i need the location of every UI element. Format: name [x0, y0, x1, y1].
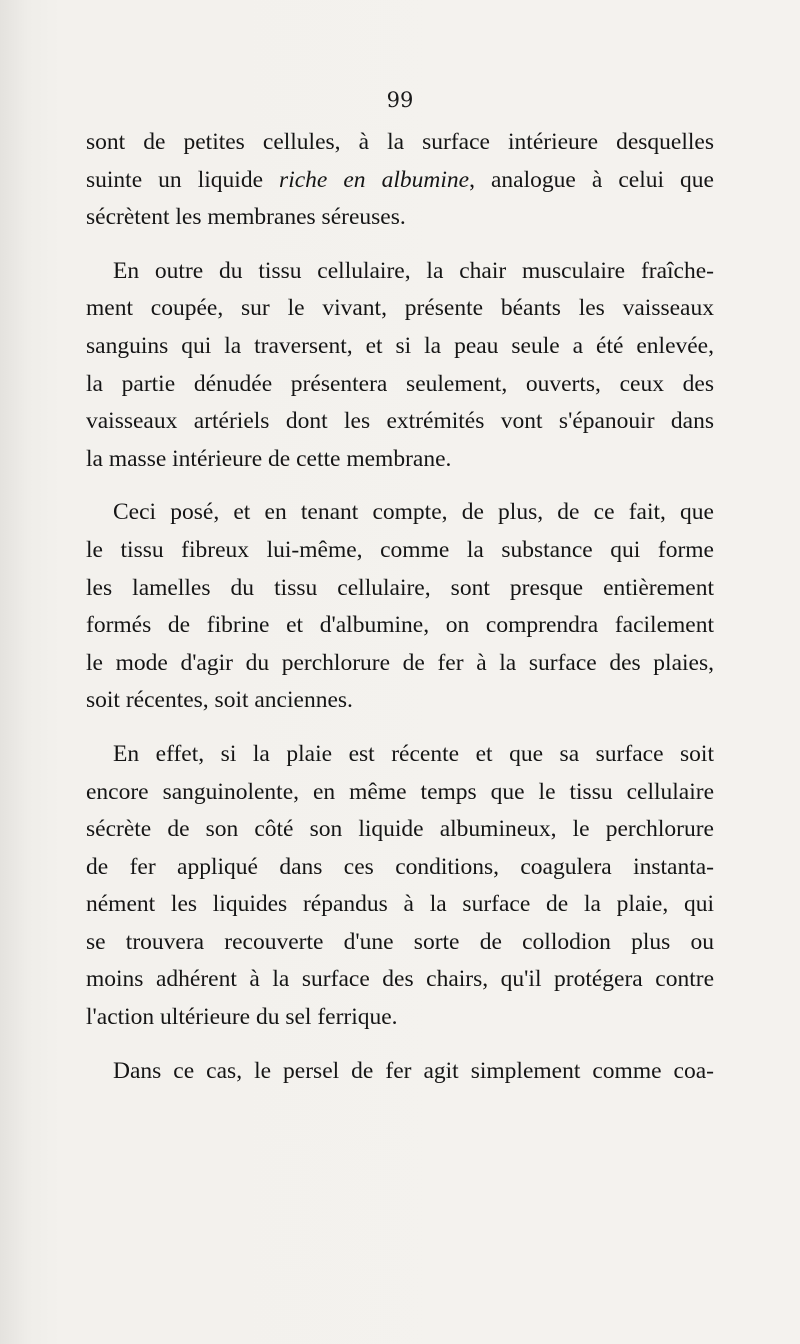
text-line: moins adhérent à la surface des chairs, qu'il protégera contre — [86, 966, 714, 993]
paragraph-2 — [86, 253, 714, 479]
text-line: les lamelles du tissu cellulaire, sont presque entièrement — [86, 574, 714, 601]
text-line: Ceci posé, et en tenant compte, de plus, de ce fait, que — [113, 499, 714, 526]
text-line: soit récentes, soit anciennes. — [86, 687, 353, 714]
text-line: ment coupée, sur le vivant, présente béants les vaisseaux — [86, 295, 714, 322]
text-line: sont de petites cellules, à la surface intérieure desquelles — [86, 129, 714, 155]
page-number: 99 — [386, 88, 414, 112]
text-line: le tissu fibreux lui-même, comme la substance qui forme — [86, 536, 714, 563]
paragraph-5 — [86, 1053, 714, 1091]
text-line: le mode d'agir du perchlorure de fer à la surface des plaies, — [86, 649, 714, 676]
text-line: Dans ce cas, le persel de fer agit simplement comme coa- — [113, 1057, 714, 1084]
paragraph-1 — [86, 124, 714, 237]
text-line: se trouvera recouverte d'une sorte de collodion plus ou — [86, 928, 714, 955]
text-line: sécrète de son côté son liquide albumineux, le perchlorure — [86, 816, 714, 843]
text-line: En effet, si la plaie est récente et que sa surface soit — [113, 740, 714, 767]
text-line: vaisseaux artériels dont les extrémités vont s'épanouir dans — [86, 408, 714, 435]
text-line: la masse intérieure de cette membrane. — [86, 445, 452, 472]
text-line: sécrètent les membranes séreuses. — [86, 204, 406, 231]
text-line: nément les liquides répandus à la surface de la plaie, qui — [86, 891, 714, 918]
text-line: l'action ultérieure du sel ferrique. — [86, 1004, 398, 1031]
text-line: suinte un liquide riche en albumine, analogue à celui que — [86, 166, 714, 193]
text-line: En outre du tissu cellulaire, la chair musculaire fraîche- — [113, 257, 714, 284]
text-line: sanguins qui la traversent, et si la peau seule a été enlevée, — [86, 332, 714, 359]
paragraph-3 — [86, 494, 714, 720]
paragraph-4 — [86, 736, 714, 1037]
italic-text: riche en albumine — [279, 166, 470, 193]
body-text — [86, 124, 714, 1090]
text-line: de fer appliqué dans ces conditions, coagulera instanta- — [86, 853, 714, 880]
text-line: la partie dénudée présentera seulement, ouverts, ceux des — [86, 370, 714, 397]
text-line: formés de fibrine et d'albumine, on comprendra facilement — [86, 612, 714, 639]
text-line: encore sanguinolente, en même temps que le tissu cellulaire — [86, 778, 714, 805]
